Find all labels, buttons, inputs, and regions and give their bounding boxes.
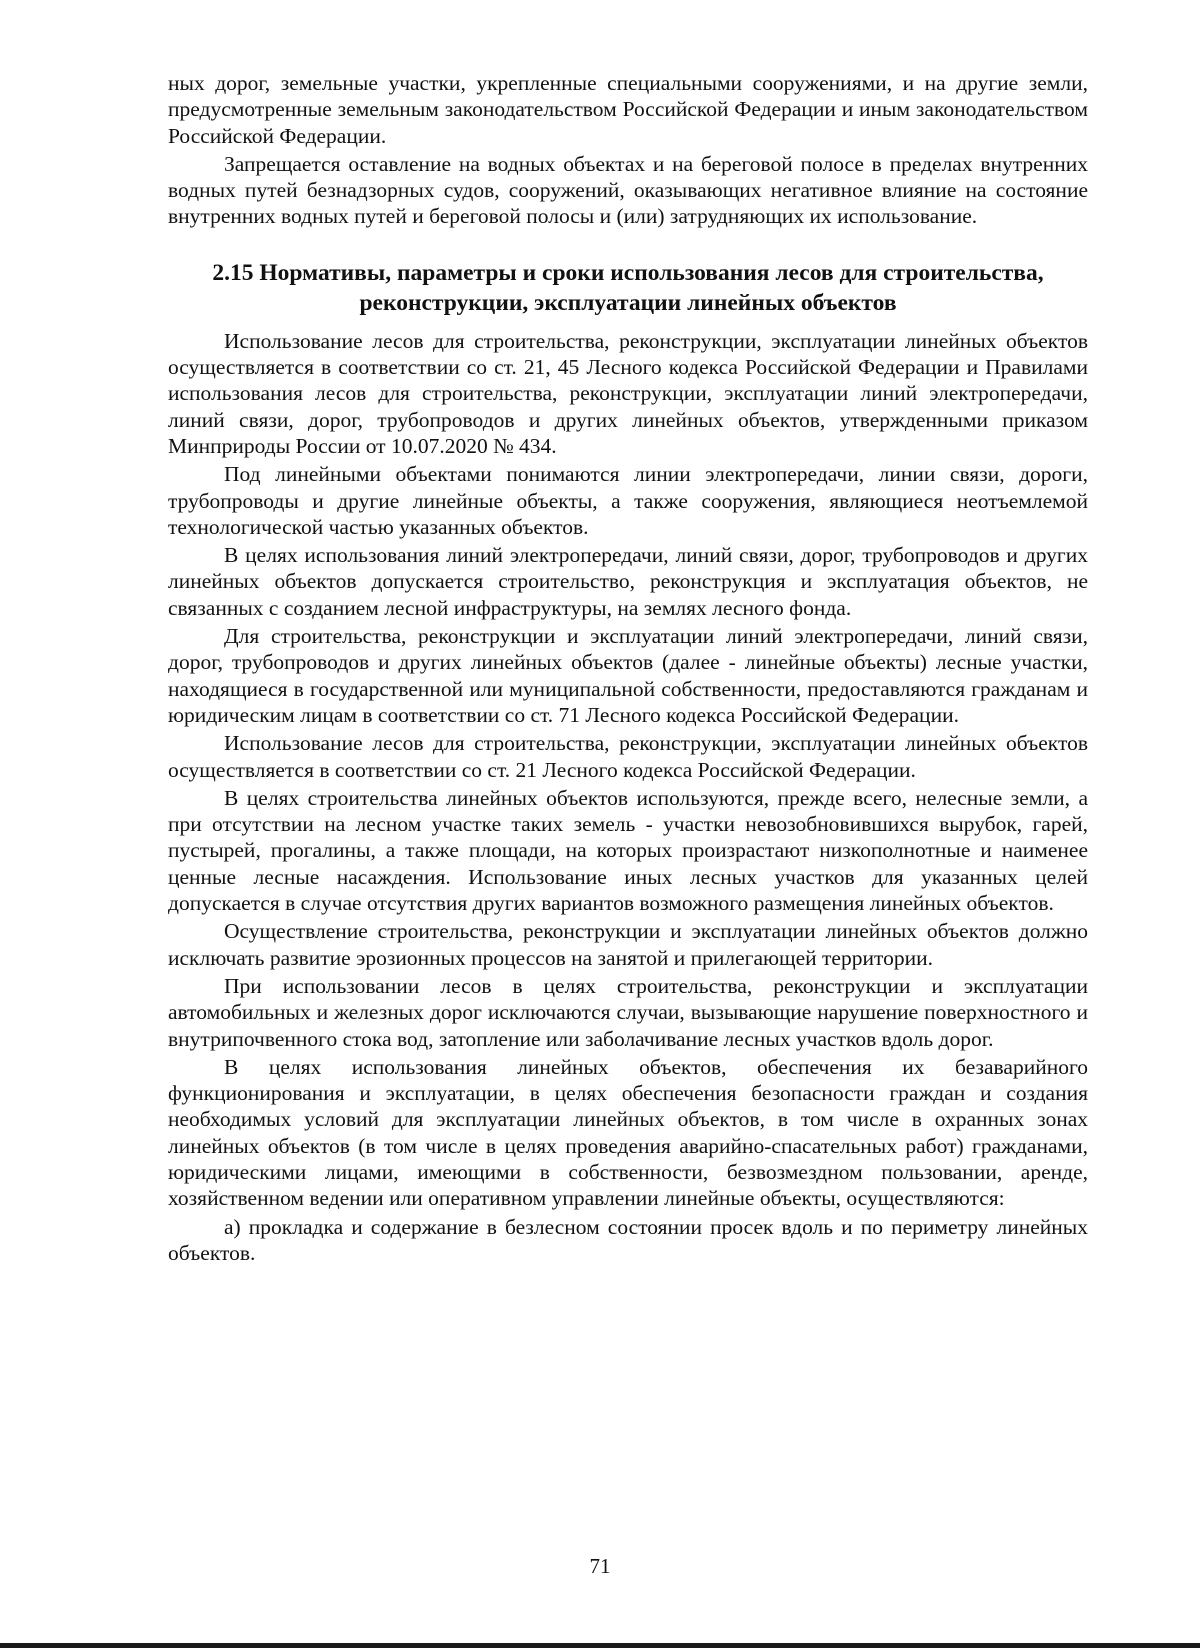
paragraph: Использование лесов для строительства, реконструкции, эксплуатации линейных объектов осуществляется в соответствии со ст. 21, 45 Лесного кодекса Российской Федерации и Правилами использования лесов для строительства, реконструкции, эксплуатации линий электропередачи, линий связи, дорог, трубопроводов и других линейных объектов, утвержденными приказом Минприроды России от 10.07.2020 № 434. (168, 328, 1088, 458)
page-number: 71 (589, 1554, 611, 1578)
paragraph: В целях строительства линейных объектов используются, прежде всего, нелесные земли, а при отсутствии на лесном участке таких земель - участки невозобновившихся вырубок, гарей, пустырей, прогалины, а также площади, на которых произрастают низкополнотные и наименее ценные лесные насаждения. Использование иных лесных участков для указанных целей допускается в случае отсутствия других вариантов возможного размещения линейных объектов. (168, 785, 1088, 916)
paragraph: Использование лесов для строительства, реконструкции, эксплуатации линейных объектов осуществляется в соответствии со ст. 21 Лесного кодекса Российской Федерации. (168, 731, 1088, 782)
paragraph: ных дорог, земельные участки, укрепленные специальными сооружениями, и на другие земли, предусмотренные земельным законодательством Российской Федерации и иным законодательством Российской Федерации. (168, 71, 1088, 148)
list-item: а) прокладка и содержание в безлесном состоянии просек вдоль и по периметру линейных объектов. (168, 1214, 1088, 1265)
paragraph: В целях использования линейных объектов, обеспечения их безаварийного функционирования и эксплуатации, в целях обеспечения безопасности граждан и создания необходимых условий для эксплуатации линейных объектов, в том числе в охранных зонах линейных объектов (в том числе в целях проведения аварийно-спасательных работ) гражданами, юридическими лицами, имеющими в собственности, безвозмездном пользовании, аренде, хозяйственном ведении или оперативном управлении линейные объекты, осуществляются: (168, 1054, 1088, 1211)
paragraph: В целях использования линий электропередачи, линий связи, дорог, трубопроводов и других линейных объектов допускается строительство, реконструкция и эксплуатация объектов, не связанных с созданием лесной инфраструктуры, на землях лесного фонда. (168, 543, 1088, 620)
section-heading-line: 2.15 Нормативы, параметры и сроки использования лесов для строительства, (212, 259, 1044, 286)
paragraph: Запрещается оставление на водных объектах и на береговой полосе в пределах внутренних водных путей безнадзорных судов, сооружений, оказывающих негативное влияние на состояние внутренних водных путей и береговой полосы и (или) затрудняющих их использование. (168, 151, 1088, 229)
paragraph: Для строительства, реконструкции и эксплуатации линий электропередачи, линий связи, дорог, трубопроводов и других линейных объектов (далее - линейные объекты) лесные участки, находящиеся в государственной или муниципальной собственности, предоставляются гражданам и юридическим лицам в соответствии со ст. 71 Лесного кодекса Российской Федерации. (168, 624, 1088, 727)
scan-edge-divider (0, 1643, 1200, 1648)
paragraph: Осуществление строительства, реконструкции и эксплуатации линейных объектов должно исключать развитие эрозионных процессов на занятой и прилегающей территории. (168, 919, 1088, 970)
section-heading (168, 258, 1088, 318)
section-heading-line: реконструкции, эксплуатации линейных объектов (359, 289, 897, 316)
paragraph: При использовании лесов в целях строительства, реконструкции и эксплуатации автомобильных и железных дорог исключаются случаи, вызывающие нарушение поверхностного и внутрипочвенного стока вод, затопление или заболачивание лесных участков вдоль дорог. (168, 973, 1088, 1051)
document-page (168, 70, 1088, 1266)
paragraph: Под линейными объектами понимаются линии электропередачи, линии связи, дороги, трубопроводы и другие линейные объекты, а также сооружения, являющиеся неотъемлемой технологической частью указанных объектов. (168, 462, 1088, 539)
